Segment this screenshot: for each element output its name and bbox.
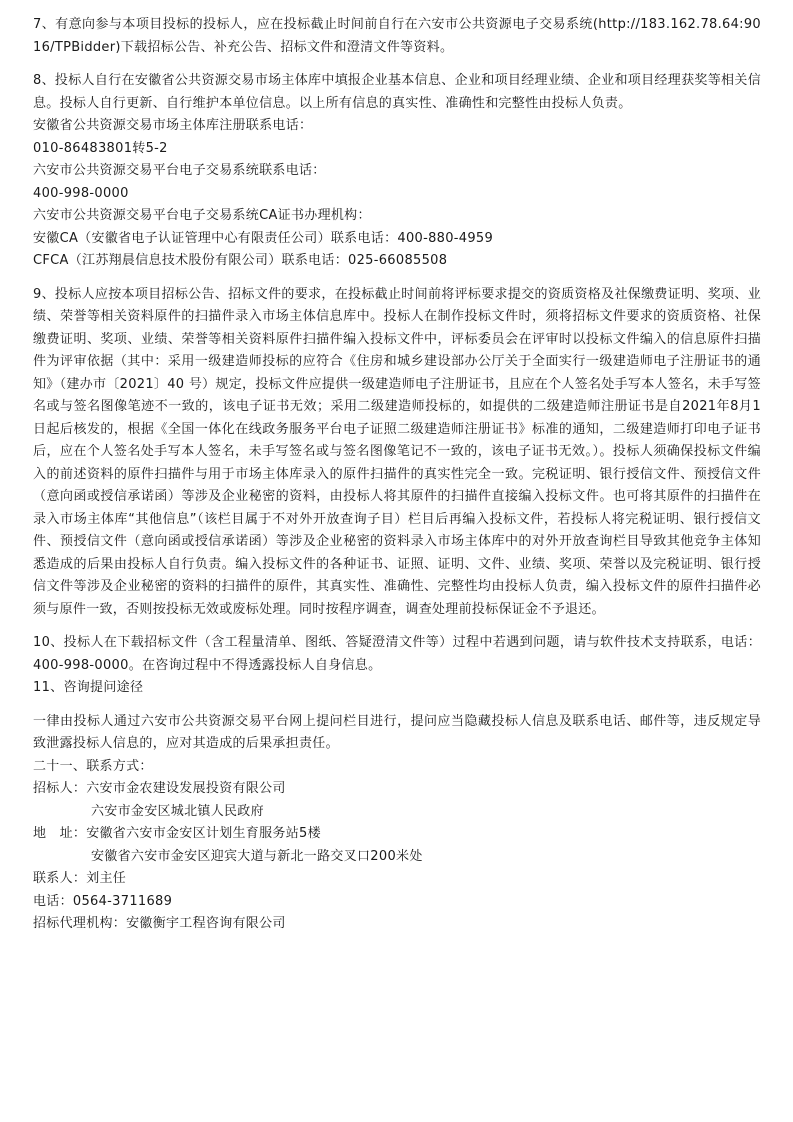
paragraph-10: 10、投标人在下载招标文件（含工程量清单、图纸、答疑澄清文件等）过程中若遇到问题，请与软件技术支持联系，电话：400-998-0000。在咨询过程中不得透露投标人自身信息。 [33,635,761,673]
address-line-1: 地 址：安徽省六安市金安区计划生育服务站5楼 [33,826,321,841]
paragraph-8: 8、投标人自行在安徽省公共资源交易市场主体库中填报企业基本信息、企业和项目经理业绩、企业和项目经理获奖等相关信息。投标人自行更新、自行维护本单位信息。以上所有信息的真实性、准确性和完整性由投标人负责。 [33,73,761,111]
paragraph-11-body: 一律由投标人通过六安市公共资源交易平台网上提问栏目进行，提问应当隐藏投标人信息及联系电话、邮件等，违反规定导致泄露投标人信息的，应对其造成的后果承担责任。 [33,713,761,751]
platform-phone: 400-998-0000 [33,185,129,201]
platform-phone-label: 六安市公共资源交易平台电子交易系统联系电话： [33,163,326,178]
paragraph-9: 9、投标人应按本项目招标公告、招标文件的要求，在投标截止时间前将评标要求提交的资质资格及社保缴费证明、奖项、业绩、荣誉等相关资料原件的扫描件录入市场主体信息库中。投标人在制作投标文件时，须将招标文件要求的资质资格、社保缴费证明、奖项、业绩、荣誉等相关资料原件扫描件编入投标文件中，评标委员会在评审时以投标文件编入的信息原件扫描件为评审依据（其中：采用一级建造师投标的应符合《住房和城乡建设部办公厅关于全面实行一级建造师电子注册证书的通知》（建办市〔2021〕40 号）规定，投标文件应提供一级建造师电子注册证书，且应在个人签名处手写本人签名，未手写签名或与签名图像笔迹不一致的，该电子证书无效；采用二级建造师投标的，如提供的二级建造师注册证书是自2021年8月1日起后核发的，根据《全国一体化在线政务服务平台电子证照二级建造师注册证书》标准的通知，二级建造师打印电子证书后，应在个人签名处手写本人签名，未手写签名或与签名图像笔记不一致的，该电子证书无效。）。投标人须确保投标文件编入的前述资料的原件扫描件与用于市场主体库录入的原件扫描件的真实性完全一致。完税证明、银行授信文件、预授信文件（意向函或授信承诺函）等涉及企业秘密的资料，由投标人将其原件的扫描件直接编入投标文件。也可将其原件的扫描件在录入市场主体库“其他信息”（该栏目属于不对外开放查询子目）栏目后再编入投标文件，若投标人将完税证明、银行授信文件、预授信文件（意向函或授信承诺函）等涉及企业秘密的资料录入市场主体库中的对外开放查询栏目导致其他竞争主体知悉造成的后果由投标人自行负责。编入投标文件的各种证书、证照、证明、文件、业绩、奖项、荣誉以及完税证明、银行授信文件等涉及企业秘密的资料的扫描件的原件，其真实性、准确性、完整性均由投标人负责，编入投标文件的原件扫描件必须与原件一致，否则按投标无效或废标处理。同时按程序调查，调查处理前投标保证金不予退还。 [33,286,761,617]
address-line-2: 安徽省六安市金安区迎宾大道与新北一路交叉口200米处 [91,848,423,864]
document-page [33,14,761,936]
paragraph-11-heading: 11、咨询提问途径 [33,680,144,695]
ca-anhui: 安徽CA（安徽省电子认证管理中心有限责任公司）联系电话：400-880-4959 [33,230,494,246]
contact-person: 联系人：刘主任 [33,871,127,886]
reg-phone: 010-86483801转5-2 [33,140,168,156]
section-21-heading: 二十一、联系方式： [33,758,153,774]
contact-phone: 电话：0564-3711689 [33,893,173,909]
reg-phone-label: 安徽省公共资源交易市场主体库注册联系电话： [33,118,313,133]
agency: 招标代理机构：安徽衡宇工程咨询有限公司 [33,916,286,931]
ca-cfca: CFCA（江苏翔晨信息技术股份有限公司）联系电话：025-66085508 [33,253,448,268]
paragraph-7: 7、有意向参与本项目投标的投标人，应在投标截止时间前自行在六安市公共资源电子交易系统(http://183.162.78.64:9016/TPBidder)下载招标公告、补充公告、招标文件和澄清文件等资料。 [33,17,761,55]
tenderer-line-1: 招标人：六安市金农建设发展投资有限公司 [33,781,286,796]
tenderer-line-2: 六安市金安区城北镇人民政府 [91,803,264,819]
ca-label: 六安市公共资源交易平台电子交易系统CA证书办理机构： [33,208,371,223]
